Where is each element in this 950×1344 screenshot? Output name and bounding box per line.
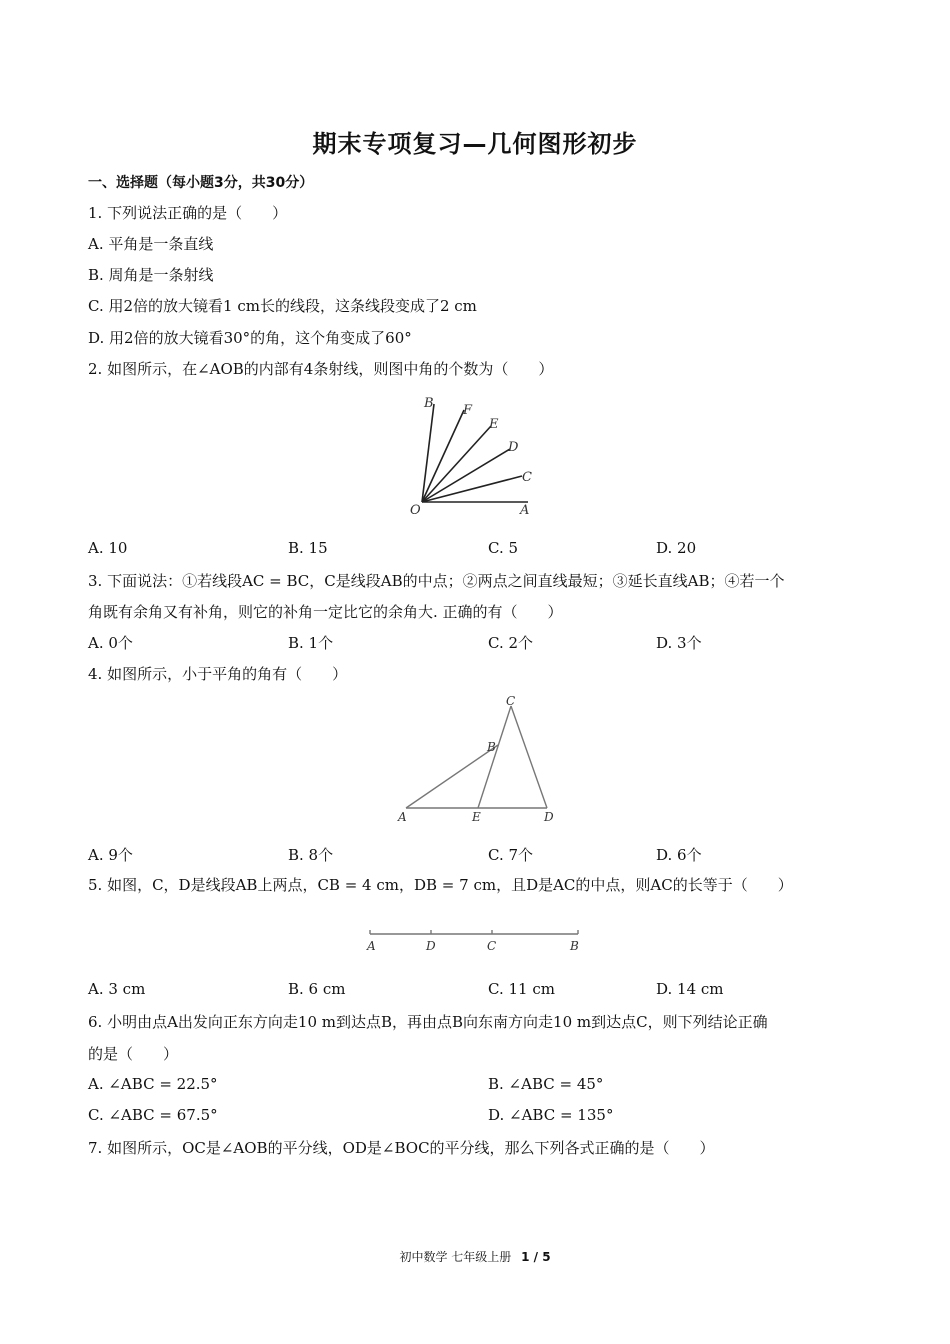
- label-d: D: [426, 939, 436, 953]
- segment-ec: [478, 706, 511, 808]
- label-d: D: [544, 810, 554, 824]
- q6-line-2: 的是（ ）: [88, 1045, 179, 1063]
- segment-ab: [406, 745, 498, 808]
- label-f: F: [463, 403, 473, 418]
- q2-figure-rays: [400, 390, 550, 520]
- page-number: 1 / 5: [521, 1250, 551, 1264]
- q3-option-d: D. 3个: [656, 634, 702, 652]
- q2-stem: 2. 如图所示，在∠AOB的内部有4条射线，则图中角的个数为（ ）: [88, 360, 554, 378]
- segment-cd: [511, 706, 547, 808]
- label-e: E: [472, 810, 481, 824]
- label-c: C: [522, 470, 532, 485]
- q3-option-b: B. 1个: [288, 634, 334, 652]
- q1-option-d: D. 用2倍的放大镜看30°的角，这个角变成了60°: [88, 329, 412, 347]
- label-o: O: [410, 503, 421, 518]
- q6-option-d: D. ∠ABC = 135°: [488, 1106, 614, 1124]
- label-b: B: [570, 939, 579, 953]
- label-b: B: [487, 740, 496, 754]
- q1-stem: 1. 下列说法正确的是（ ）: [88, 204, 288, 222]
- q2-option-a: A. 10: [88, 539, 128, 557]
- page-footer: [0, 1248, 950, 1265]
- label-c: C: [487, 939, 497, 953]
- label-e: E: [489, 417, 499, 432]
- section-heading: 一、选择题（每小题3分，共30分）: [88, 175, 314, 191]
- q6-option-c: C. ∠ABC = 67.5°: [88, 1106, 218, 1124]
- q4-stem: 4. 如图所示，小于平角的角有（ ）: [88, 665, 348, 683]
- q1-option-a: A. 平角是一条直线: [88, 235, 214, 253]
- label-d: D: [508, 440, 519, 455]
- q2-option-b: B. 15: [288, 539, 328, 557]
- q5-stem: 5. 如图，C，D是线段AB上两点，CB = 4 cm，DB = 7 cm，且D是AC的中点，则AC的长等于（ ）: [88, 876, 793, 894]
- q3-option-c: C. 2个: [488, 634, 534, 652]
- q5-option-c: C. 11 cm: [488, 980, 555, 998]
- q2-option-d: D. 20: [656, 539, 697, 557]
- q5-option-b: B. 6 cm: [288, 980, 346, 998]
- q4-option-b: B. 8个: [288, 846, 334, 864]
- q6-option-b: B. ∠ABC = 45°: [488, 1075, 604, 1093]
- label-c: C: [506, 694, 516, 708]
- q1-option-c: C. 用2倍的放大镜看1 cm长的线段，这条线段变成了2 cm: [88, 297, 477, 315]
- q4-option-d: D. 6个: [656, 846, 702, 864]
- q6-option-a: A. ∠ABC = 22.5°: [88, 1075, 218, 1093]
- ray-oe: [422, 426, 491, 502]
- q5-figure-segment: [360, 922, 590, 956]
- label-a: A: [367, 939, 376, 953]
- q3-option-a: A. 0个: [88, 634, 133, 652]
- q5-option-d: D. 14 cm: [656, 980, 724, 998]
- ray-od: [422, 449, 510, 502]
- q1-option-b: B. 周角是一条射线: [88, 266, 214, 284]
- q6-line-1: 6. 小明由点A出发向正东方向走10 m到达点B，再由点B向东南方向走10 m到达点C，则下列结论正确: [88, 1013, 768, 1031]
- q4-option-c: C. 7个: [488, 846, 534, 864]
- q7-stem: 7. 如图所示，OC是∠AOB的平分线，OD是∠BOC的平分线，那么下列各式正确的是（ ）: [88, 1139, 715, 1157]
- page-title: 期末专项复习—几何图形初步: [312, 130, 638, 158]
- label-b: B: [424, 396, 434, 411]
- q4-figure-triangles: [390, 690, 570, 830]
- q5-option-a: A. 3 cm: [88, 980, 146, 998]
- q3-line-1: 3. 下面说法：①若线段AC = BC，C是线段AB的中点；②两点之间直线最短；③延长直线AB；④若一个: [88, 572, 785, 590]
- footer-text: 初中数学 七年级上册: [399, 1250, 512, 1264]
- q4-option-a: A. 9个: [88, 846, 133, 864]
- label-a: A: [520, 503, 530, 518]
- label-a: A: [398, 810, 407, 824]
- ray-oc: [422, 476, 522, 502]
- q2-option-c: C. 5: [488, 539, 519, 557]
- q3-line-2: 角既有余角又有补角，则它的补角一定比它的余角大. 正确的有（ ）: [88, 603, 563, 621]
